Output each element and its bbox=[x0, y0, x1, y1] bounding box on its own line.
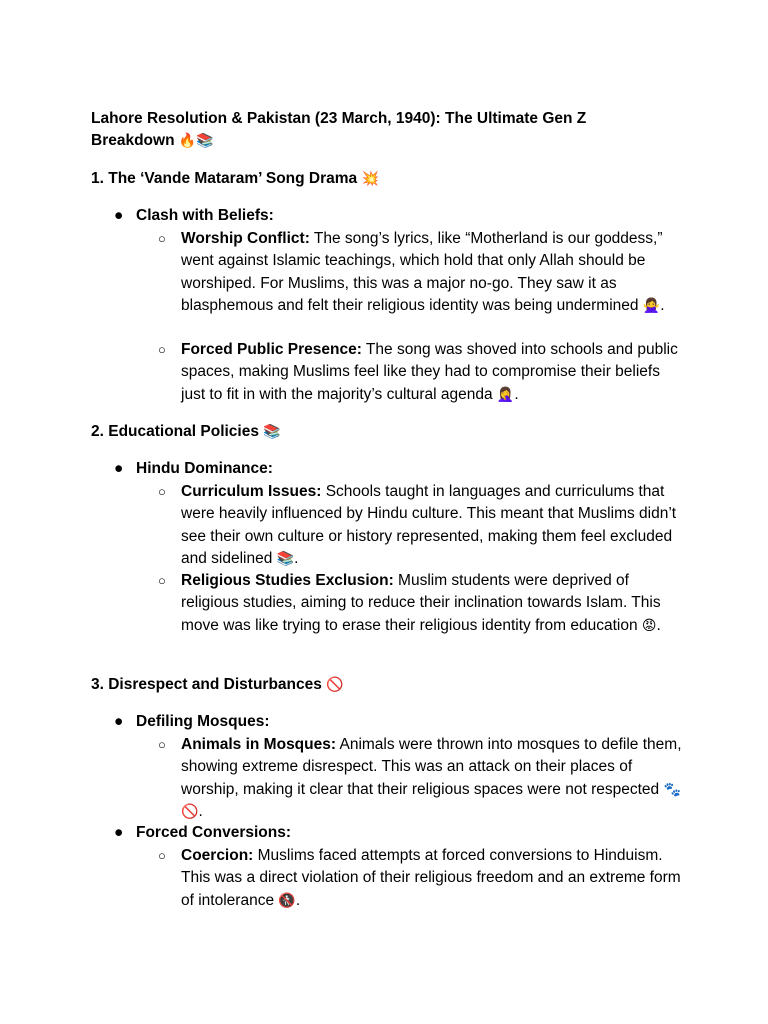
bullet-clash-with-beliefs: ● Clash with Beliefs: bbox=[114, 205, 274, 227]
subitem-religious-studies-exclusion: ○ Religious Studies Exclusion: Muslim students were deprived of religious studies, aiming to reduce their inclination towards Islam. This move was like trying to erase their religious identity from education 😡. bbox=[158, 572, 661, 634]
bullet-icon: ● bbox=[114, 824, 124, 841]
bullet-forced-conversions: ● Forced Conversions: bbox=[114, 822, 291, 844]
collision-icon: 💥 bbox=[361, 171, 379, 187]
circle-bullet-icon: ○ bbox=[158, 848, 166, 863]
circle-bullet-icon: ○ bbox=[158, 231, 166, 246]
title-text: Lahore Resolution & Pakistan (23 March, 1940): The Ultimate Gen Z Breakdown bbox=[91, 110, 587, 149]
fire-books-icon: 🔥📚 bbox=[178, 133, 214, 149]
subitem-curriculum-issues: ○ Curriculum Issues: Schools taught in languages and curriculums that were heavily influenced by Hindu culture. This meant that Muslims didn’t see their own culture or history represented, making them feel excluded and sidelined 📚. bbox=[158, 483, 677, 567]
section-heading-3: 3. Disrespect and Disturbances 🚫 bbox=[91, 676, 344, 693]
bullet-icon: ● bbox=[114, 207, 124, 224]
circle-bullet-icon: ○ bbox=[158, 342, 166, 357]
books-icon: 📚 bbox=[276, 550, 295, 567]
section-heading-2: 2. Educational Policies 📚 bbox=[91, 423, 281, 440]
bullet-icon: ● bbox=[114, 713, 124, 730]
bullet-icon: ● bbox=[114, 460, 124, 477]
bullet-hindu-dominance: ● Hindu Dominance: bbox=[114, 458, 273, 480]
prohibited-icon: 🚫 bbox=[326, 677, 344, 693]
subitem-animals-in-mosques: ○ Animals in Mosques: Animals were thrown into mosques to defile them, showing extreme disrespect. This was an attack on their places of worship, making it clear that their religious spaces were not respected 🐾🚫. bbox=[158, 736, 682, 820]
circle-bullet-icon: ○ bbox=[158, 737, 166, 752]
angry-face-icon: 😡 bbox=[641, 617, 657, 634]
subitem-forced-public-presence: ○ Forced Public Presence: The song was shoved into schools and public spaces, making Muslims feel like they had to compromise their beliefs just to fit in with the majority’s cultural agenda 🤦‍♀️. bbox=[158, 341, 678, 403]
circle-bullet-icon: ○ bbox=[158, 484, 166, 499]
paw-prints-prohibited-icon: 🐾🚫 bbox=[181, 781, 681, 820]
no-pedestrians-icon: 🚷 bbox=[278, 892, 296, 909]
bullet-defiling-mosques: ● Defiling Mosques: bbox=[114, 711, 269, 733]
section-heading-1: 1. The ‘Vande Mataram’ Song Drama 💥 bbox=[91, 170, 379, 187]
books-icon: 📚 bbox=[263, 424, 281, 440]
circle-bullet-icon: ○ bbox=[158, 573, 166, 588]
woman-facepalming-icon: 🤦‍♀️ bbox=[496, 386, 515, 403]
document-title bbox=[91, 108, 651, 152]
woman-gesturing-no-icon: 🙅‍♀️ bbox=[642, 297, 661, 314]
subitem-worship-conflict: ○ Worship Conflict: The song’s lyrics, like “Motherland is our goddess,” went against Islamic teachings, which hold that only Allah should be worshiped. For Muslims, this was a major no-go. They saw it as blasphemous and felt their religious identity was being undermined 🙅‍♀️. bbox=[158, 230, 665, 314]
subitem-coercion: ○ Coercion: Muslims faced attempts at forced conversions to Hinduism. This was a direct violation of their religious freedom and an extreme form of intolerance 🚷. bbox=[158, 847, 681, 909]
